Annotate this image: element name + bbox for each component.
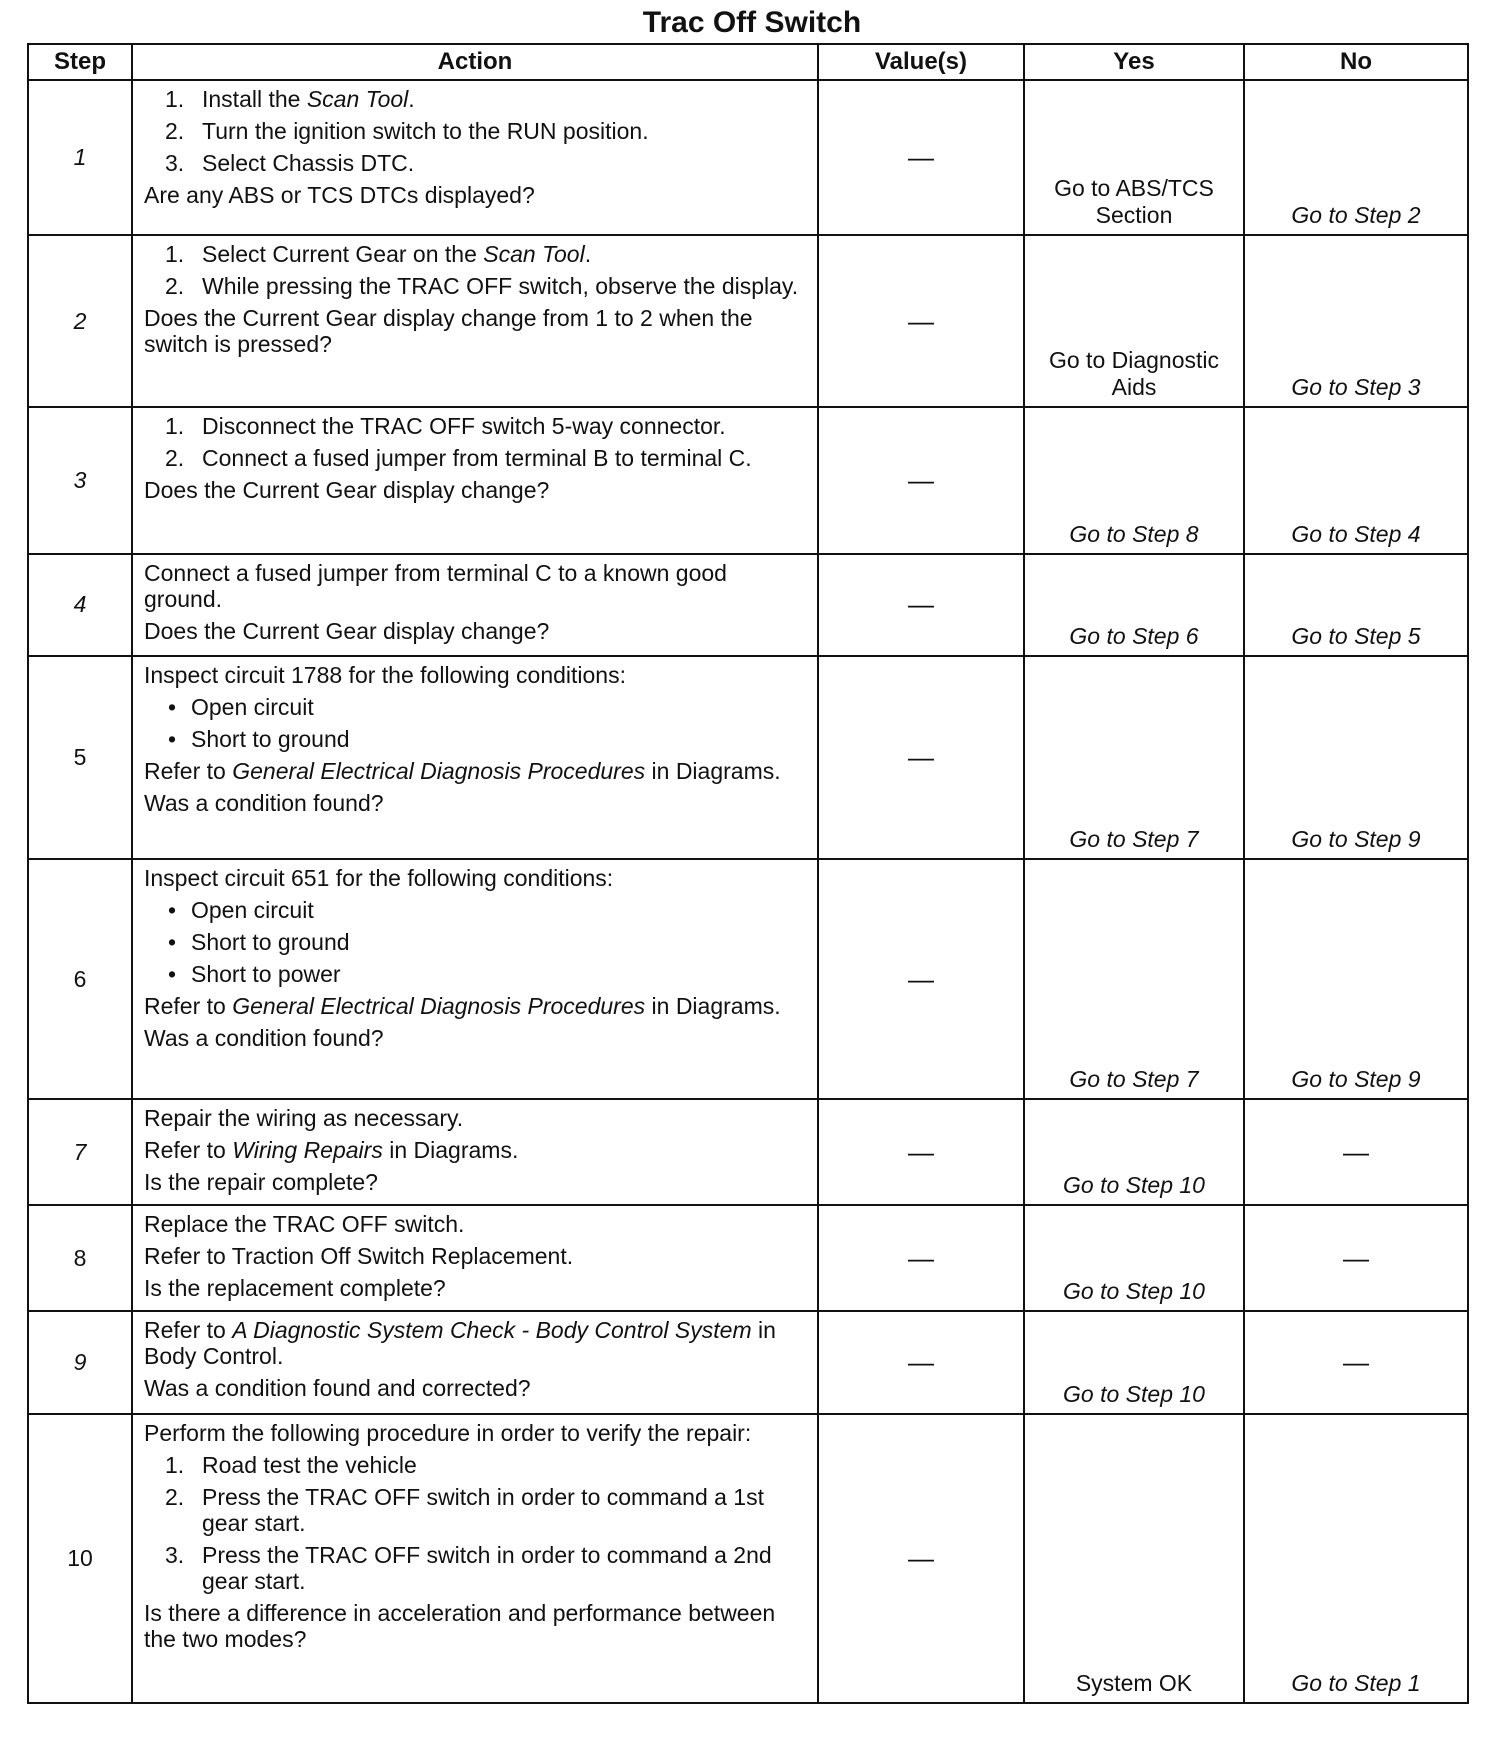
no-cell: — [1244, 1099, 1468, 1205]
bullet-icon: • [168, 928, 177, 955]
step-number: 2 [28, 235, 132, 407]
action-cell: 1. Disconnect the TRAC OFF switch 5-way connector. 2. Connect a fused jumper from terminal B to terminal C. Does the Current Gear display change? [132, 407, 818, 553]
value-cell: — [818, 1311, 1024, 1413]
value-cell: — [818, 554, 1024, 656]
header-no: No [1244, 44, 1468, 80]
step-number: 6 [28, 859, 132, 1099]
yes-cell: Go to Step 7 [1024, 656, 1244, 859]
diagnostic-table [27, 43, 1469, 1704]
no-cell: — [1244, 1205, 1468, 1311]
action-cell: Refer to A Diagnostic System Check - Body Control System in Body Control. Was a condition found and corrected? [132, 1311, 818, 1413]
no-cell: Go to Step 5 [1244, 554, 1468, 656]
table-row [28, 554, 1468, 656]
action-cell: Replace the TRAC OFF switch. Refer to Traction Off Switch Replacement. Is the replacement complete? [132, 1205, 818, 1311]
header-step: Step [28, 44, 132, 80]
value-cell: — [818, 407, 1024, 553]
yes-cell: Go to Step 10 [1024, 1099, 1244, 1205]
action-cell: Inspect circuit 651 for the following conditions: • Open circuit • Short to ground • Short to power Refer to General Electrical Diagnosis Procedures in Diagrams. Was a condition found? [132, 859, 818, 1099]
yes-cell: Go to Diagnostic Aids [1024, 235, 1244, 407]
yes-cell: Go to Step 10 [1024, 1311, 1244, 1413]
header-yes: Yes [1024, 44, 1244, 80]
value-cell: — [818, 859, 1024, 1099]
yes-cell: Go to ABS/TCS Section [1024, 80, 1244, 235]
no-cell: Go to Step 9 [1244, 656, 1468, 859]
table-row [28, 235, 1468, 407]
table-row [28, 1414, 1468, 1703]
no-cell: Go to Step 2 [1244, 80, 1468, 235]
table-row [28, 1099, 1468, 1205]
value-cell: — [818, 1099, 1024, 1205]
action-cell: Perform the following procedure in order to verify the repair: 1. Road test the vehicle 2. Press the TRAC OFF switch in order to command a 1st gear start. 3. Press the TRAC OFF switch in order to command a 2nd gear start. Is there a difference in acceleration and performance between the two modes? [132, 1414, 818, 1703]
no-cell: — [1244, 1311, 1468, 1413]
bullet-icon: • [168, 725, 177, 752]
table-row [28, 1311, 1468, 1413]
table-row [28, 656, 1468, 859]
header-action: Action [132, 44, 818, 80]
value-cell: — [818, 80, 1024, 235]
table-row [28, 859, 1468, 1099]
step-number: 7 [28, 1099, 132, 1205]
table-row [28, 1205, 1468, 1311]
bullet-icon: • [168, 896, 177, 923]
header-values: Value(s) [818, 44, 1024, 80]
no-cell: Go to Step 3 [1244, 235, 1468, 407]
no-cell: Go to Step 4 [1244, 407, 1468, 553]
step-number: 5 [28, 656, 132, 859]
table-row [28, 407, 1468, 553]
table-row [28, 80, 1468, 235]
value-cell: — [818, 1205, 1024, 1311]
action-cell: 1. Select Current Gear on the Scan Tool. 2. While pressing the TRAC OFF switch, observe the display. Does the Current Gear display change from 1 to 2 when the switch is pressed? [132, 235, 818, 407]
page-title: Trac Off Switch [642, 6, 862, 39]
action-cell: Repair the wiring as necessary. Refer to Wiring Repairs in Diagrams. Is the repair complete? [132, 1099, 818, 1205]
no-cell: Go to Step 9 [1244, 859, 1468, 1099]
step-number: 4 [28, 554, 132, 656]
yes-cell: Go to Step 10 [1024, 1205, 1244, 1311]
action-cell: Inspect circuit 1788 for the following conditions: • Open circuit • Short to ground Refer to General Electrical Diagnosis Procedures in Diagrams. Was a condition found? [132, 656, 818, 859]
step-number: 3 [28, 407, 132, 553]
step-number: 10 [28, 1414, 132, 1703]
no-cell: Go to Step 1 [1244, 1414, 1468, 1703]
step-number: 1 [28, 80, 132, 235]
yes-cell: Go to Step 7 [1024, 859, 1244, 1099]
bullet-icon: • [168, 960, 177, 987]
yes-cell: System OK [1024, 1414, 1244, 1703]
value-cell: — [818, 1414, 1024, 1703]
step-number: 9 [28, 1311, 132, 1413]
value-cell: — [818, 235, 1024, 407]
step-number: 8 [28, 1205, 132, 1311]
value-cell: — [818, 656, 1024, 859]
action-cell: 1. Install the Scan Tool. 2. Turn the ignition switch to the RUN position. 3. Select Chassis DTC. Are any ABS or TCS DTCs displayed? [132, 80, 818, 235]
bullet-icon: • [168, 693, 177, 720]
action-cell: Connect a fused jumper from terminal C to a known good ground. Does the Current Gear display change? [132, 554, 818, 656]
yes-cell: Go to Step 8 [1024, 407, 1244, 553]
yes-cell: Go to Step 6 [1024, 554, 1244, 656]
header-row [28, 44, 1468, 80]
